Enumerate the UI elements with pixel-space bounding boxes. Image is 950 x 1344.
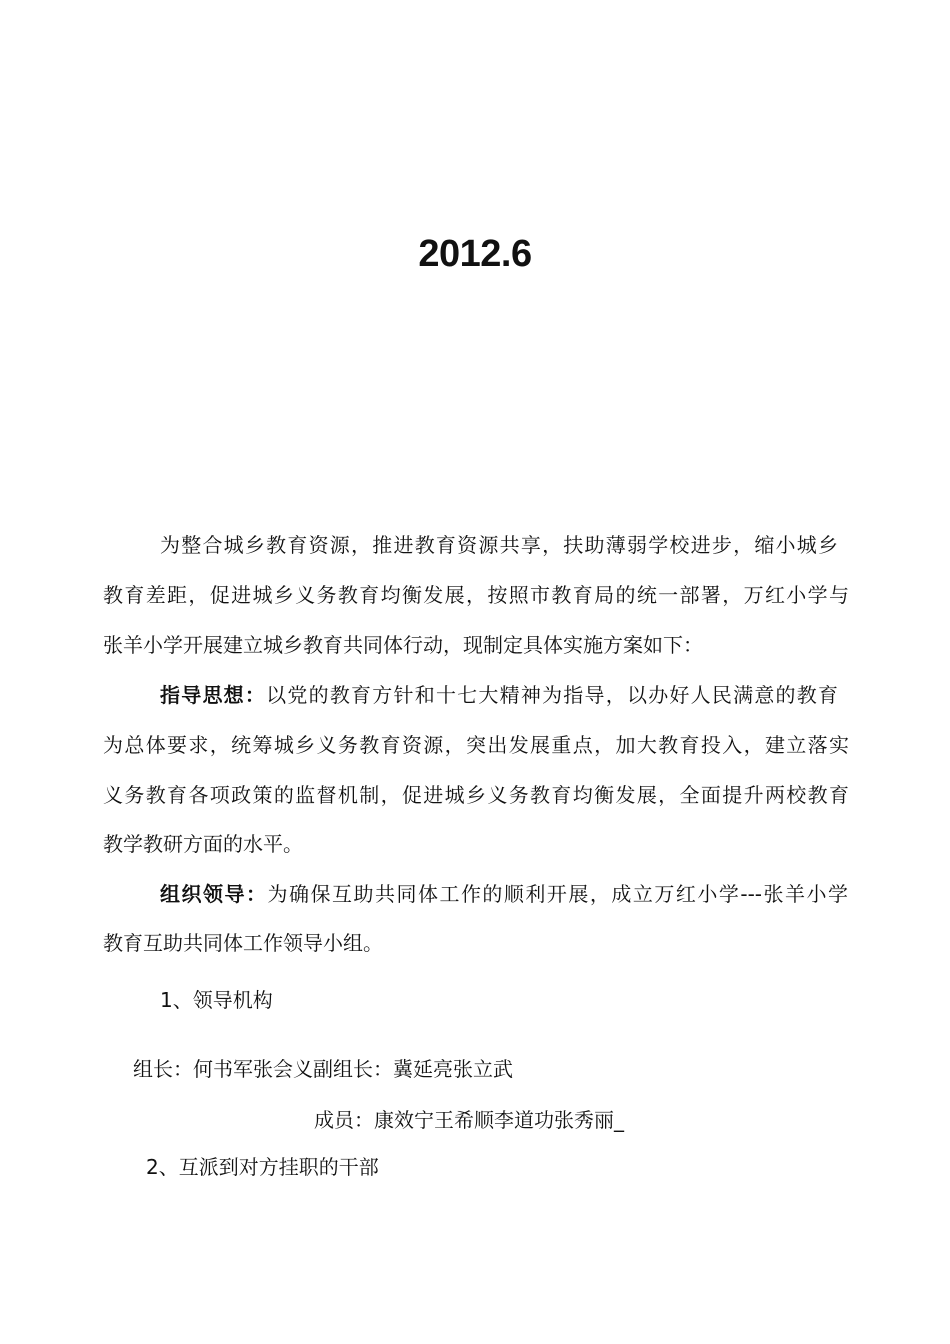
organization-line-2: 教育互助共同体工作领导小组。 [103,931,383,955]
guiding-heading: 指导思想： [160,683,267,707]
guiding-line-2: 为总体要求，统筹城乡义务教育资源，突出发展重点，加大教育投入，建立落实 [103,733,849,757]
guiding-line-4: 教学教研方面的水平。 [103,832,303,856]
document-date: 2012.6 [418,233,532,275]
guiding-line-3: 义务教育各项政策的监督机制，促进城乡义务教育均衡发展，全面提升两校教育 [103,783,849,807]
guiding-line-1: 以党的教育方针和十七大精神为指导，以办好人民满意的教育 [266,683,839,707]
leaders-line: 组长：何书军张会义副组长：冀延亮张立武 [133,1057,513,1081]
section-2-heading: 2、互派到对方挂职的干部 [146,1155,379,1179]
intro-line-3: 张羊小学开展建立城乡教育共同体行动，现制定具体实施方案如下： [103,633,703,657]
organization-heading: 组织领导： [160,882,268,906]
organization-paragraph-first-line [160,879,848,909]
section-1-heading: 1、领导机构 [160,988,273,1012]
intro-line-1: 为整合城乡教育资源，推进教育资源共享，扶助薄弱学校进步，缩小城乡 [160,533,838,557]
members-line: 成员：康效宁王希顺李道功张秀丽_ [314,1108,624,1132]
guiding-paragraph-first-line [160,680,838,710]
intro-line-2: 教育差距，促进城乡义务教育均衡发展，按照市教育局的统一部署，万红小学与 [103,583,849,607]
organization-line-1: 为确保互助共同体工作的顺利开展，成立万红小学---张羊小学 [267,882,849,906]
